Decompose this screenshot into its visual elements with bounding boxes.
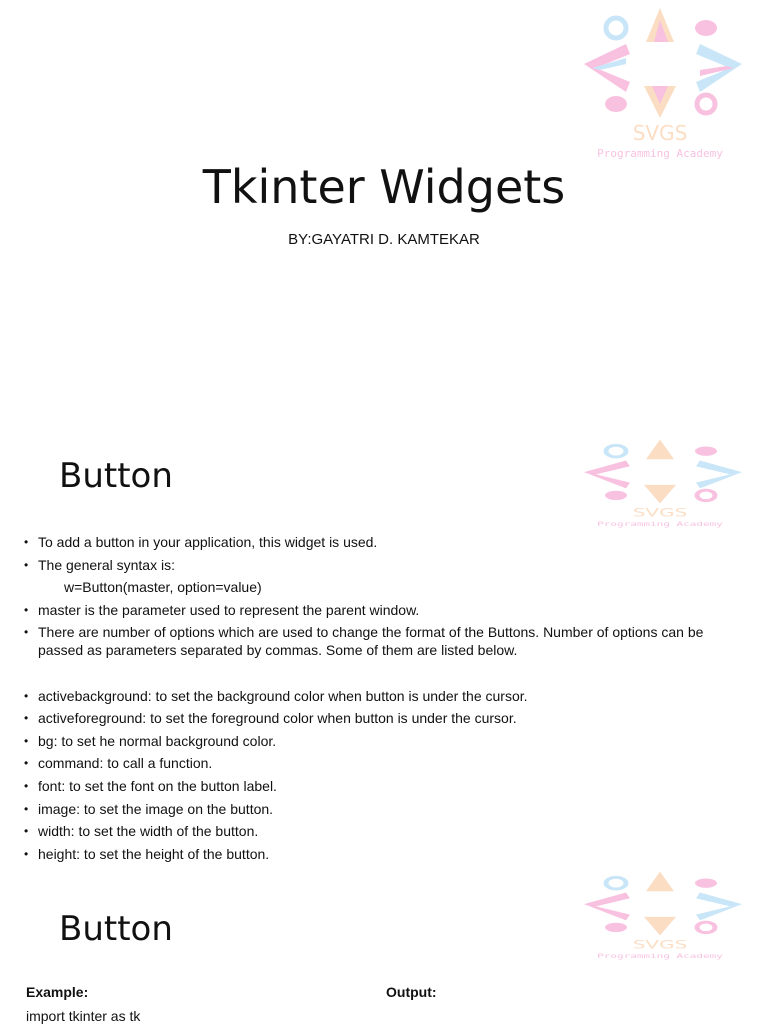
- list-item: • To add a button in your application, this widget is used.: [24, 533, 744, 551]
- svgs-logo: [568, 868, 758, 960]
- list-item: • width: to set the width of the button.: [24, 822, 744, 840]
- logo-tagline: Programming Academy: [597, 521, 723, 528]
- list-item: • activeforeground: to set the foreground color when button is under the cursor.: [24, 709, 744, 727]
- list-item: • activebackground: to set the background color when button is under the cursor.: [24, 687, 744, 705]
- slide-byline: BY:GAYATRI D. KAMTEKAR: [288, 231, 480, 248]
- slide-title: Tkinter Widgets: [202, 160, 566, 214]
- logo-tagline: Programming Academy: [597, 953, 723, 960]
- output-label: Output:: [386, 984, 437, 1000]
- list-item: • bg: to set he normal background color.: [24, 732, 744, 750]
- svgs-logo: [568, 436, 758, 528]
- logo-name: SVGS: [632, 121, 688, 145]
- list-item: • There are number of options which are used to change the format of the Buttons. Number of options can be passed as parameters separated by commas. Some of them are listed below.: [24, 623, 744, 659]
- svgs-logo-icon: [568, 868, 758, 960]
- logo-name: SVGS: [632, 937, 688, 952]
- list-item: • height: to set the height of the button.: [24, 845, 744, 863]
- bullet-list: [24, 533, 744, 867]
- logo-tagline: Programming Academy: [597, 147, 723, 160]
- svgs-logo-icon: [568, 436, 758, 528]
- section-heading: Button: [59, 909, 173, 949]
- list-item: • The general syntax is:: [24, 556, 744, 574]
- svgs-logo-icon: [568, 2, 758, 160]
- spacer: [24, 664, 744, 682]
- list-item: • font: to set the font on the button label.: [24, 777, 744, 795]
- syntax-line: w=Button(master, option=value): [64, 579, 262, 596]
- logo-name: SVGS: [632, 505, 688, 520]
- svgs-logo: [568, 2, 758, 160]
- section-heading: Button: [59, 456, 173, 496]
- list-item: • master is the parameter used to represent the parent window.: [24, 601, 744, 619]
- example-label: Example:: [26, 984, 89, 1000]
- code-line: import tkinter as tk: [26, 1008, 141, 1024]
- list-item: • command: to call a function.: [24, 754, 744, 772]
- list-item: • image: to set the image on the button.: [24, 800, 744, 818]
